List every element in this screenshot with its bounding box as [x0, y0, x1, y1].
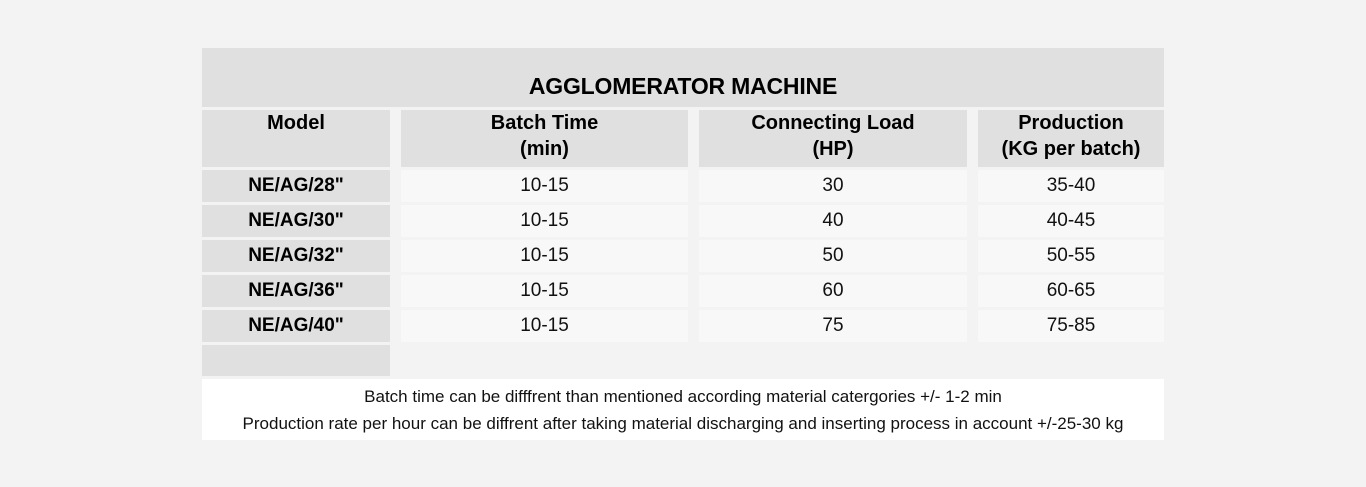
column-header-unit: (KG per batch): [1001, 138, 1141, 160]
empty-cell: [978, 345, 1164, 376]
agglomerator-spec-table: [202, 48, 1164, 440]
column-header-unit: (min): [520, 138, 569, 160]
column-header-unit: (HP): [812, 138, 854, 160]
connecting-load-cell: 30: [699, 170, 967, 202]
empty-cell: [401, 345, 688, 376]
production-cell: 40-45: [978, 205, 1164, 237]
model-cell: NE/AG/32": [202, 240, 390, 272]
batch-time-cell: 10-15: [401, 205, 688, 237]
model-cell: NE/AG/40": [202, 310, 390, 342]
batch-time-cell: 10-15: [401, 170, 688, 202]
batch-time-cell: 10-15: [401, 310, 688, 342]
batch-time-cell: 10-15: [401, 240, 688, 272]
column-header-label: Batch Time: [490, 112, 599, 134]
column-header-label: Connecting Load: [751, 112, 915, 134]
production-cell: 50-55: [978, 240, 1164, 272]
production-cell: 75-85: [978, 310, 1164, 342]
connecting-load-cell: 40: [699, 205, 967, 237]
footnotes: [202, 379, 1164, 440]
column-header-connecting-load: [699, 110, 967, 167]
connecting-load-cell: 75: [699, 310, 967, 342]
connecting-load-cell: 60: [699, 275, 967, 307]
production-cell: 35-40: [978, 170, 1164, 202]
empty-cell: [699, 345, 967, 376]
model-cell: NE/AG/36": [202, 275, 390, 307]
footnote-line-2: Production rate per hour can be diffrent after taking material discharging and inserting process in account +/-25-30 kg: [242, 413, 1124, 433]
footnote-line-1: Batch time can be difffrent than mentioned according material catergories +/- 1-2 min: [364, 386, 1002, 406]
connecting-load-cell: 50: [699, 240, 967, 272]
column-header-batch-time: [401, 110, 688, 167]
production-cell: 60-65: [978, 275, 1164, 307]
column-header-label: Production: [1018, 112, 1124, 134]
column-header-label: Model: [267, 112, 325, 134]
column-header-model: [202, 110, 390, 167]
batch-time-cell: 10-15: [401, 275, 688, 307]
model-cell: NE/AG/28": [202, 170, 390, 202]
column-header-production: [978, 110, 1164, 167]
table-title: AGGLOMERATOR MACHINE: [202, 48, 1164, 107]
model-cell: NE/AG/30": [202, 205, 390, 237]
empty-model-cell: [202, 345, 390, 376]
